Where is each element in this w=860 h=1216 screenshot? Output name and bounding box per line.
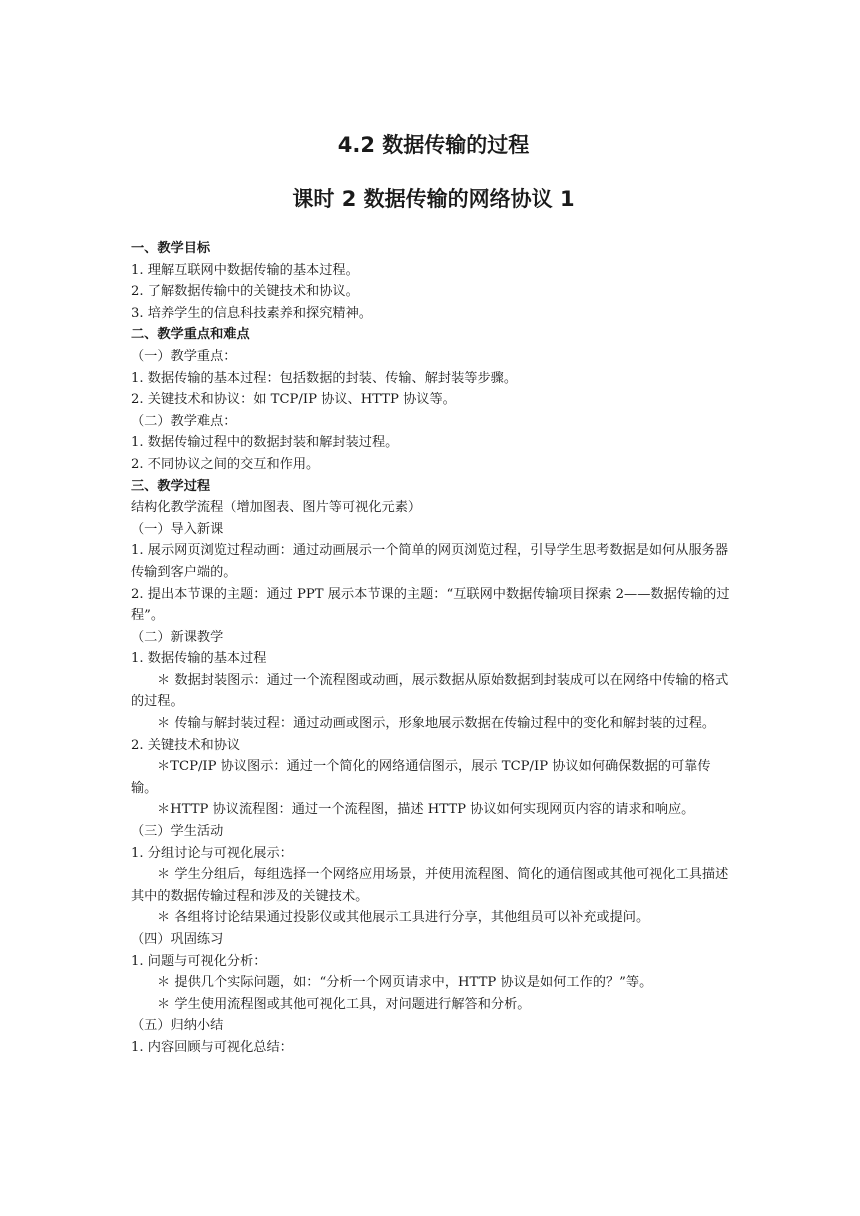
document-subtitle: 课时 2 数据传输的网络协议 1 xyxy=(292,187,575,211)
section-heading: 一、教学目标 xyxy=(131,241,211,256)
paragraph-line: ＊HTTP 协议流程图：通过一个流程图，描述 HTTP 协议如何实现网页内容的请求和响应。 xyxy=(157,802,695,818)
paragraph-line: 结构化教学流程（增加图表、图片等可视化元素） xyxy=(131,500,422,516)
paragraph-line: 1. 数据传输的基本过程 xyxy=(131,651,267,667)
paragraph-line: ＊ 传输与解封装过程：通过动画或图示，形象地展示数据在传输过程中的变化和解封装的过程。 xyxy=(157,716,716,732)
paragraph-line: 1. 数据传输的基本过程：包括数据的封装、传输、解封装等步骤。 xyxy=(131,370,518,386)
paragraph-line: 1. 分组讨论与可视化展示： xyxy=(131,845,293,861)
paragraph-line: 1. 展示网页浏览过程动画：通过动画展示一个简单的网页浏览过程，引导学生思考数据是如何从服务器传输到客户端的。 xyxy=(131,543,729,580)
paragraph-line: 1. 数据传输过程中的数据封装和解封装过程。 xyxy=(131,435,399,451)
paragraph-line: 2. 关键技术和协议 xyxy=(131,737,241,753)
paragraph-line: 3. 培养学生的信息科技素养和探究精神。 xyxy=(131,305,372,321)
paragraph-line: （二）新课教学 xyxy=(131,629,224,645)
paragraph-line: （二）教学难点： xyxy=(131,413,237,429)
document-body xyxy=(131,238,731,1059)
paragraph-line: 2. 了解数据传输中的关键技术和协议。 xyxy=(131,284,359,300)
paragraph-line: （一）导入新课 xyxy=(131,521,224,537)
paragraph-line: ＊ 学生使用流程图或其他可视化工具，对问题进行解答和分析。 xyxy=(157,996,531,1012)
paragraph-line: 2. 不同协议之间的交互和作用。 xyxy=(131,456,320,472)
paragraph-line: （三）学生活动 xyxy=(131,824,224,840)
paragraph-line: 1. 问题与可视化分析： xyxy=(131,953,267,969)
paragraph-line: （一）教学重点： xyxy=(131,348,237,364)
paragraph-line: ＊ 各组将讨论结果通过投影仪或其他展示工具进行分享，其他组员可以补充或提问。 xyxy=(157,910,650,926)
paragraph-line: 1. 内容回顾与可视化总结： xyxy=(131,1039,293,1055)
paragraph-line: （四）巩固练习 xyxy=(131,932,224,947)
paragraph-line: ＊ 数据封装图示：通过一个流程图或动画，展示数据从原始数据到封装成可以在网络中传输的格式的过程。 xyxy=(131,672,729,710)
paragraph-line: ＊ 提供几个实际问题，如：“分析一个网页请求中，HTTP 协议是如何工作的？”等。 xyxy=(157,975,653,991)
paragraph-line: 1. 理解互联网中数据传输的基本过程。 xyxy=(131,262,359,278)
section-heading: 二、教学重点和难点 xyxy=(131,327,250,343)
section-heading: 三、教学过程 xyxy=(131,478,211,494)
paragraph-line: ＊ 学生分组后，每组选择一个网络应用场景，并使用流程图、简化的通信图或其他可视化工具描述其中的数据传输过程和涉及的关键技术。 xyxy=(131,867,729,904)
paragraph-line: 2. 提出本节课的主题：通过 PPT 展示本节课的主题：“互联网中数据传输项目探索 2——数据传输的过程”。 xyxy=(131,586,730,624)
paragraph-line: （五）归纳小结 xyxy=(131,1018,224,1034)
document-title: 4.2 数据传输的过程 xyxy=(337,133,530,157)
paragraph-line: ＊TCP/IP 协议图示：通过一个简化的网络通信图示，展示 TCP/IP 协议如何确保数据的可靠传输。 xyxy=(131,759,711,796)
document-page xyxy=(131,128,731,1059)
paragraph-line: 2. 关键技术和协议：如 TCP/IP 协议、HTTP 协议等。 xyxy=(131,392,456,408)
